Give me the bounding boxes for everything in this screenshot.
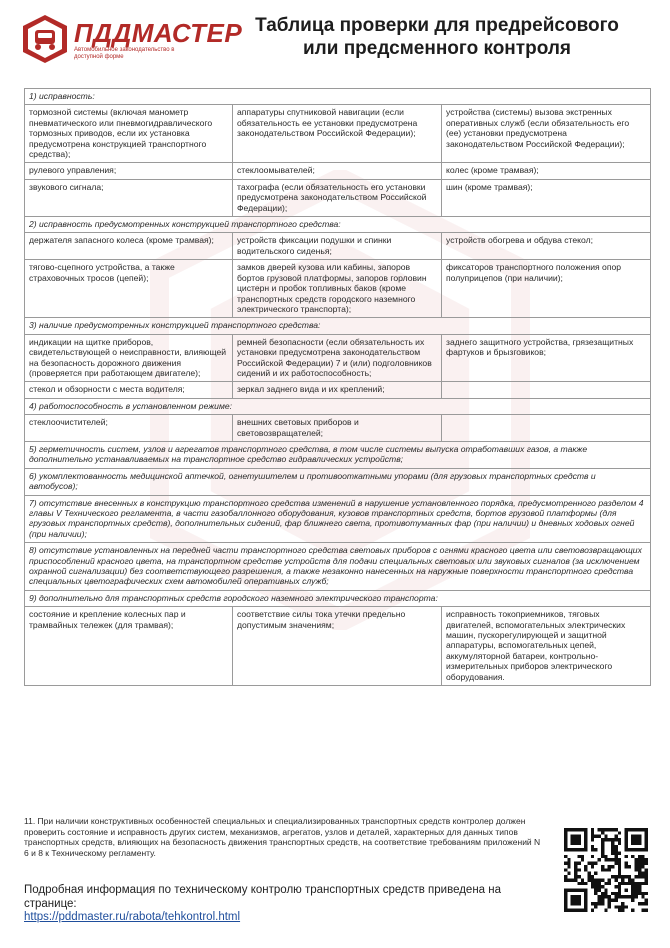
table-cell: стекол и обзорности с места водителя;	[25, 382, 233, 398]
table-cell: колес (кроме трамвая);	[442, 163, 651, 179]
section-header-row	[25, 89, 651, 105]
section-header-row	[25, 590, 651, 606]
page-header	[22, 12, 652, 70]
table-cell: исправность токоприемников, тяговых двигателей, вспомогательных электрических машин, пускорегулирующей и защитной аппаратуры, вспомогательных цепей, аккумуляторной батареи, контрольно-измерительных приборов электрического оборудования.	[442, 607, 651, 686]
title-line-1: Таблица проверки для предрейсового	[255, 15, 619, 36]
section-header-row	[25, 468, 651, 495]
section-header-row	[25, 318, 651, 334]
table-cell: индикации на щитке приборов, свидетельствующей о неисправности, влияющей на безопасность дорожного движения (проверяется при работающем двигателе);	[25, 334, 233, 382]
table-cell: внешних световых приборов и световозвращателей;	[233, 415, 442, 442]
table-cell: тягово-сцепного устройства, а также страховочных тросов (цепей);	[25, 260, 233, 318]
logo-emblem-icon	[22, 14, 68, 64]
section-title: 7) отсутствие внесенных в конструкцию транспортного средства изменений в нарушение установленного порядка, предусмотренного разделом 4 главы V Технического регламента, в части газобаллонного оборудования, кузовов транспортных средств, бортов грузовой платформы (для грузовых транспортных средств), дополнительных сидений, фар ближнего света, противотуманных фар (при наличии) и дневных ходовых огней (при наличии);	[25, 495, 651, 543]
section-title: 8) отсутствие установленных на передней части транспортного средства световых приборов с огнями красного цвета или световозвращающих приспособлений красного цвета, на транспортном средстве устройств для подачи специальных световых или звуковых сигналов (за исключением охранной сигнализации) без соответствующего разрешения, а также незаконно нанесенных на наружные поверхности транспортного средства специальных цветографических схем автомобилей оперативных служб;	[25, 543, 651, 591]
table-row	[25, 260, 651, 318]
table-cell: замков дверей кузова или кабины, запоров бортов грузовой платформы, запоров горловин цистерн и пробок топливных баков (кроме транспортных средств городского наземного электрического транспорта);	[233, 260, 442, 318]
section-header-row	[25, 217, 651, 233]
section-title: 2) исправность предусмотренных конструкцией транспортного средства:	[25, 217, 651, 233]
logo-tagline: Автомобильное законодательство в доступной форме	[74, 47, 175, 60]
table-cell: рулевого управления;	[25, 163, 233, 179]
checklist-table	[24, 88, 651, 686]
section-title: 4) работоспособность в установленном режиме:	[25, 398, 651, 414]
table-row	[25, 179, 651, 216]
note-paragraph: 11. При наличии конструктивных особенностей специальных и специализированных транспортных средств контролер должен проверить состояние и исправность других систем, механизмов, агрегатов, узлов и деталей, характерных для данных типов транспортных средств, влияющих на безопасность движения транспортных средств, на соответствие требованиям приложений N 6 и 8 к Техническому регламенту.	[24, 816, 541, 858]
table-cell: тахографа (если обязательность его установки предусмотрена законодательством Российской Федерации);	[233, 179, 442, 216]
table-cell: аппаратуры спутниковой навигации (если обязательность ее установки предусмотрена законодательством Российской Федерации);	[233, 105, 442, 163]
table-cell: устройства (системы) вызова экстренных оперативных служб (если обязательность его (ее) установки предусмотрена законодательством Российской Федерации);	[442, 105, 651, 163]
section-header-row	[25, 495, 651, 543]
table-cell: стеклоочистителей;	[25, 415, 233, 442]
table-cell: стеклоомывателей;	[233, 163, 442, 179]
section-header-row	[25, 398, 651, 414]
table-cell: тормозной системы (включая манометр пневматического или пневмогидравлического тормозных приводов, если их установка предусмотрена конструкцией транспортного средства);	[25, 105, 233, 163]
table-cell: устройств фиксации подушки и спинки водительского сиденья;	[233, 233, 442, 260]
table-row	[25, 415, 651, 442]
section-title: 3) наличие предусмотренных конструкцией транспортного средства:	[25, 318, 651, 334]
table-cell: состояние и крепление колесных пар и трамвайных тележек (для трамвая);	[25, 607, 233, 686]
table-row	[25, 382, 651, 398]
table-cell	[442, 415, 651, 442]
table-cell: звукового сигнала;	[25, 179, 233, 216]
table-cell: соответствие силы тока утечки предельно допустимым значениям;	[233, 607, 442, 686]
section-header-row	[25, 543, 651, 591]
section-title: 6) укомплектованность медицинской аптечкой, огнетушителем и противооткатными упорами (для грузовых транспортных средств и автобусов);	[25, 468, 651, 495]
table-cell: ремней безопасности (если обязательность их установки предусмотрена законодательством Российской Федерации) 7 и (или) подголовников сидений и их работоспособность;	[233, 334, 442, 382]
table-row	[25, 334, 651, 382]
section-title: 1) исправность:	[25, 89, 651, 105]
logo[interactable]	[22, 14, 243, 66]
logo-text: ПДДМАСТЕР	[74, 18, 243, 48]
section-header-row	[25, 441, 651, 468]
table-cell: шин (кроме трамвая);	[442, 179, 651, 216]
title-line-2: или предсменного контроля	[302, 38, 571, 59]
table-cell: зеркал заднего вида и их креплений;	[233, 382, 442, 398]
tehkontrol-link[interactable]: https://pddmaster.ru/rabota/tehkontrol.html	[24, 911, 241, 923]
table-cell	[442, 382, 651, 398]
table-cell: держателя запасного колеса (кроме трамвая);	[25, 233, 233, 260]
table-row	[25, 607, 651, 686]
table-row	[25, 105, 651, 163]
table-cell: устройств обогрева и обдува стекол;	[442, 233, 651, 260]
more-info-text: Подробная информация по техническому контролю транспортных средств приведена на странице:	[24, 884, 502, 910]
table-row	[25, 163, 651, 179]
qr-code[interactable]	[564, 828, 648, 912]
section-title: 5) герметичность систем, узлов и агрегатов транспортного средства, в том числе системы выпуска отработавших газов, а также дополнительно устанавливаемых на транспортное средство гидравлических устройств;	[25, 441, 651, 468]
page-title	[217, 14, 657, 60]
table-row	[25, 233, 651, 260]
section-title: 9) дополнительно для транспортных средств городского наземного электрического транспорта:	[25, 590, 651, 606]
table-cell: фиксаторов транспортного положения опор полуприцепов (при наличии);	[442, 260, 651, 318]
table-cell: заднего защитного устройства, грязезащитных фартуков и брызговиков;	[442, 334, 651, 382]
more-info	[24, 884, 544, 925]
